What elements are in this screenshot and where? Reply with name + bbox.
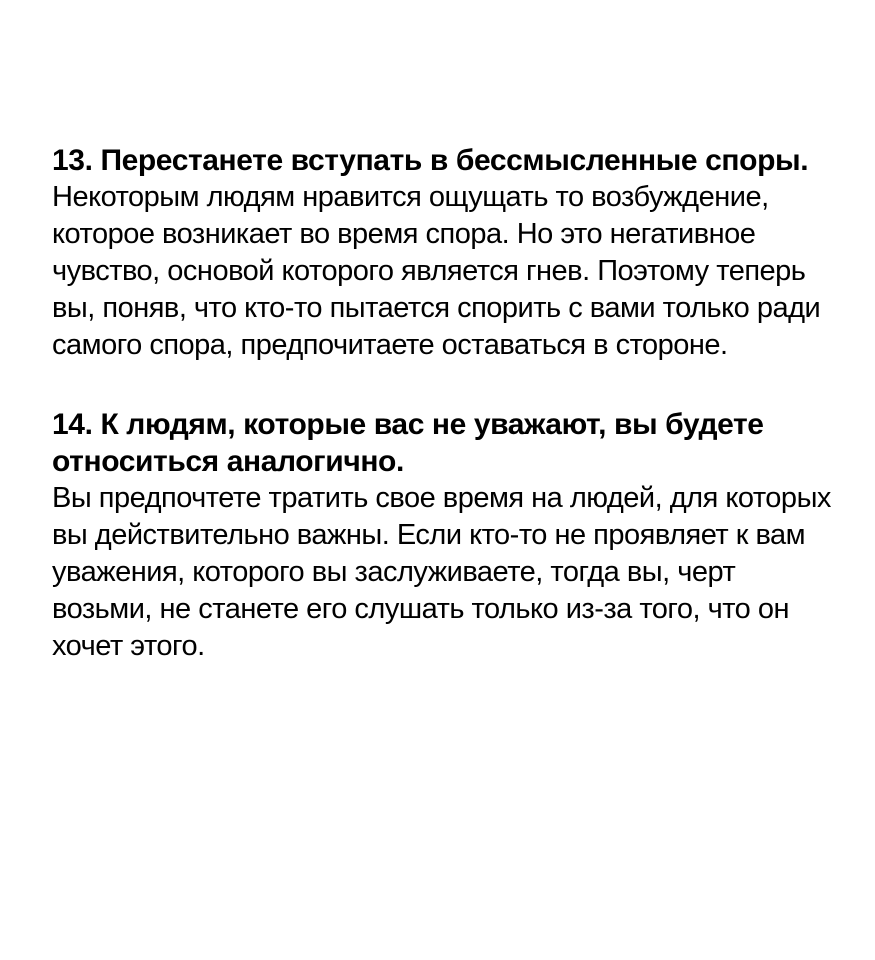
section-heading: 13. Перестанете вступать в бессмысленные споры.	[52, 144, 809, 177]
section-heading: 14. К людям, которые вас не уважают, вы будете относиться аналогично.	[52, 408, 764, 478]
section-body: Некоторым людям нравится ощущать то возбуждение, которое возникает во время спора. Но это негативное чувство, основой которого является гнев. Поэтому теперь вы, поняв, что кто-то пытается спорить с вами только ради самого спора, предпочитаете оставаться в стороне.	[52, 181, 821, 361]
section-body: Вы предпочтете тратить свое время на людей, для которых вы действительно важны. Если кто-то не проявляет к вам уважения, которого вы заслуживаете, тогда вы, черт возьми, не станете его слушать только из-за того, что он хочет этого.	[52, 482, 831, 662]
section-14	[52, 406, 842, 665]
section-13	[52, 142, 842, 364]
article	[52, 142, 842, 665]
